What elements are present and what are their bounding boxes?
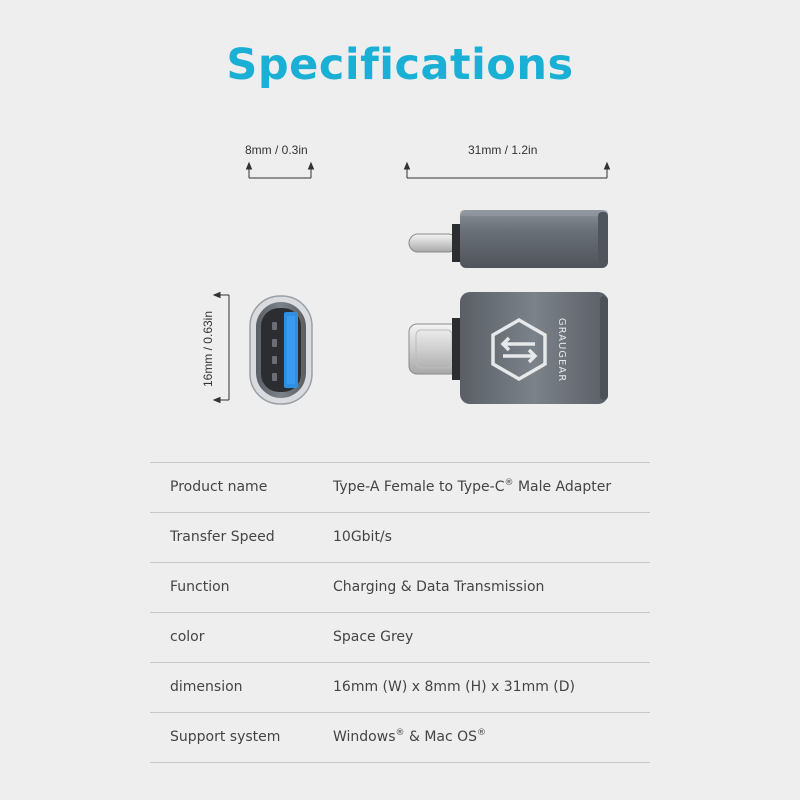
spec-key: dimension — [170, 679, 243, 695]
table-row — [150, 462, 650, 512]
length-dimension-line — [405, 163, 610, 178]
table-row — [150, 512, 650, 562]
table-row — [150, 662, 650, 712]
width-dimension-label: 8mm / 0.3in — [245, 143, 308, 157]
spec-value: Windows® & Mac OS® — [333, 728, 487, 745]
specifications-table — [150, 462, 650, 763]
spec-value: Charging & Data Transmission — [333, 579, 545, 595]
spec-value: 16mm (W) x 8mm (H) x 31mm (D) — [333, 679, 576, 695]
page-title: Specifications — [226, 40, 574, 90]
spec-value: 10Gbit/s — [333, 529, 392, 545]
width-dimension-line — [247, 163, 314, 178]
table-row — [150, 562, 650, 612]
spec-key: Product name — [170, 479, 268, 495]
height-dimension-line — [214, 293, 229, 403]
height-dimension-label: 16mm / 0.63in — [201, 310, 215, 388]
adapter-top-view — [409, 292, 608, 404]
spec-key: Function — [170, 579, 230, 595]
spec-value: Space Grey — [333, 629, 414, 645]
brand-logo-text: GRAUGEAR — [556, 317, 567, 383]
length-dimension-label: 31mm / 1.2in — [468, 143, 538, 157]
adapter-front-view — [250, 296, 312, 404]
spec-key: color — [170, 629, 205, 645]
spec-key: Transfer Speed — [170, 529, 275, 545]
adapter-side-view — [409, 210, 608, 268]
table-row — [150, 612, 650, 662]
spec-value: Type-A Female to Type-C® Male Adapter — [333, 478, 612, 495]
table-row — [150, 712, 650, 763]
spec-key: Support system — [170, 729, 281, 745]
